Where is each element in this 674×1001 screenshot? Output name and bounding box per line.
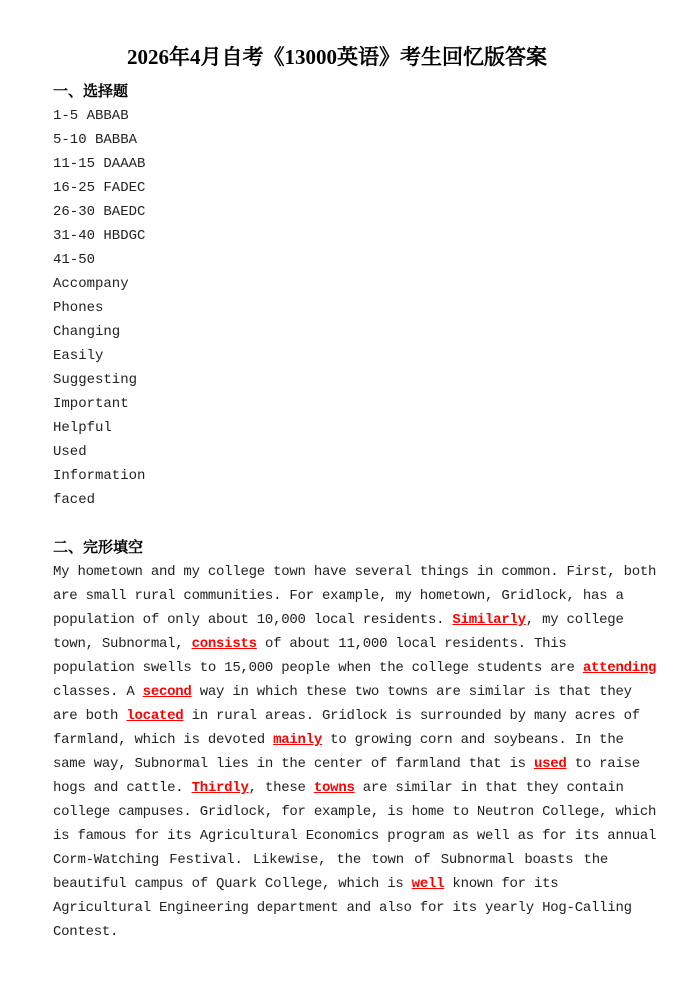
answer-item: 16-25 FADEC xyxy=(53,180,146,196)
passage-text: hogs and cattle. xyxy=(53,780,192,796)
passage-text: is famous for its Agricultural Economics program as well as for its annual xyxy=(53,828,657,844)
passage-line xyxy=(53,560,657,584)
cloze-answer: well xyxy=(411,876,445,892)
section-heading-cloze: 二、完形填空 xyxy=(53,538,144,556)
passage-text: are both xyxy=(53,708,127,724)
passage-text: beautiful campus of Quark College, which is xyxy=(53,876,412,892)
passage-text: are similar in that they contain xyxy=(354,780,624,796)
answer-item: Helpful xyxy=(53,420,112,436)
passage-line xyxy=(53,632,608,656)
answer-item: Phones xyxy=(53,300,104,316)
answer-item: 41-50 xyxy=(53,252,96,268)
answer-item: Changing xyxy=(53,324,121,340)
answer-item: 31-40 HBDGC xyxy=(53,228,146,244)
passage-line xyxy=(53,584,624,608)
passage-line xyxy=(53,680,632,704)
passage-text: in rural areas. Gridlock is surrounded by many acres of xyxy=(183,708,640,724)
passage-line xyxy=(53,656,657,680)
passage-line xyxy=(53,704,640,728)
cloze-answer: mainly xyxy=(273,732,323,748)
passage-text: to growing corn and soybeans. In the xyxy=(322,732,624,748)
passage-line xyxy=(53,728,624,752)
passage-text: same way, Subnormal lies in the center of farmland that is xyxy=(53,756,534,772)
passage-text: of about 11,000 local residents. This xyxy=(256,636,567,652)
cloze-answer: second xyxy=(142,684,192,700)
answer-item: 5-10 BABBA xyxy=(53,132,138,148)
passage-text: Corm-Watching Festival. Likewise, the town of Subnormal boasts the xyxy=(53,852,608,868)
cloze-answer: Thirdly xyxy=(191,780,249,796)
passage-text: , these xyxy=(248,780,314,796)
answer-item: Easily xyxy=(53,348,104,364)
passage-text: known for its xyxy=(444,876,559,892)
answer-item: Suggesting xyxy=(53,372,138,388)
cloze-answer: towns xyxy=(313,780,355,796)
passage-line xyxy=(53,920,608,944)
passage-text: way in which these two towns are similar is that they xyxy=(191,684,632,700)
passage-text: town, Subnormal, xyxy=(53,636,192,652)
answer-item: Accompany xyxy=(53,276,129,292)
cloze-answer: consists xyxy=(191,636,257,652)
passage-line xyxy=(53,800,657,824)
passage-line xyxy=(53,896,632,920)
cloze-passage xyxy=(53,560,657,944)
answer-item: 11-15 DAAAB xyxy=(53,156,146,172)
answer-item: 26-30 BAEDC xyxy=(53,204,146,220)
passage-line xyxy=(53,848,608,872)
passage-line xyxy=(53,824,657,848)
answer-item: Used xyxy=(53,444,87,460)
cloze-answer: attending xyxy=(582,660,657,676)
answer-item: Important xyxy=(53,396,129,412)
passage-text: , my college xyxy=(525,612,624,628)
passage-text: population swells to 15,000 people when the college students are xyxy=(53,660,583,676)
document-title: 2026年4月自考《13000英语》考生回忆版答案 xyxy=(127,45,547,69)
cloze-answer: located xyxy=(126,708,184,724)
passage-text: My hometown and my college town have several things in common. First, both xyxy=(53,564,657,580)
passage-text: classes. A xyxy=(53,684,143,700)
answer-item: faced xyxy=(53,492,96,508)
passage-text: population of only about 10,000 local residents. xyxy=(53,612,453,628)
passage-line xyxy=(53,872,608,896)
answer-list xyxy=(53,104,145,512)
answer-item: 1-5 ABBAB xyxy=(53,108,129,124)
passage-text: college campuses. Gridlock, for example, is home to Neutron College, which xyxy=(53,804,657,820)
passage-text: Contest. xyxy=(53,924,119,940)
passage-text: to raise xyxy=(566,756,640,772)
passage-text: farmland, which is devoted xyxy=(53,732,274,748)
passage-text: are small rural communities. For example, my hometown, Gridlock, has a xyxy=(53,588,624,604)
passage-line xyxy=(53,608,624,632)
cloze-answer: used xyxy=(533,756,567,772)
passage-line xyxy=(53,752,640,776)
passage-text: Agricultural Engineering department and also for its yearly Hog-Calling xyxy=(53,900,632,916)
section-heading-multiple-choice: 一、选择题 xyxy=(53,82,129,100)
passage-line xyxy=(53,776,624,800)
answer-item: Information xyxy=(53,468,146,484)
cloze-answer: Similarly xyxy=(452,612,526,628)
